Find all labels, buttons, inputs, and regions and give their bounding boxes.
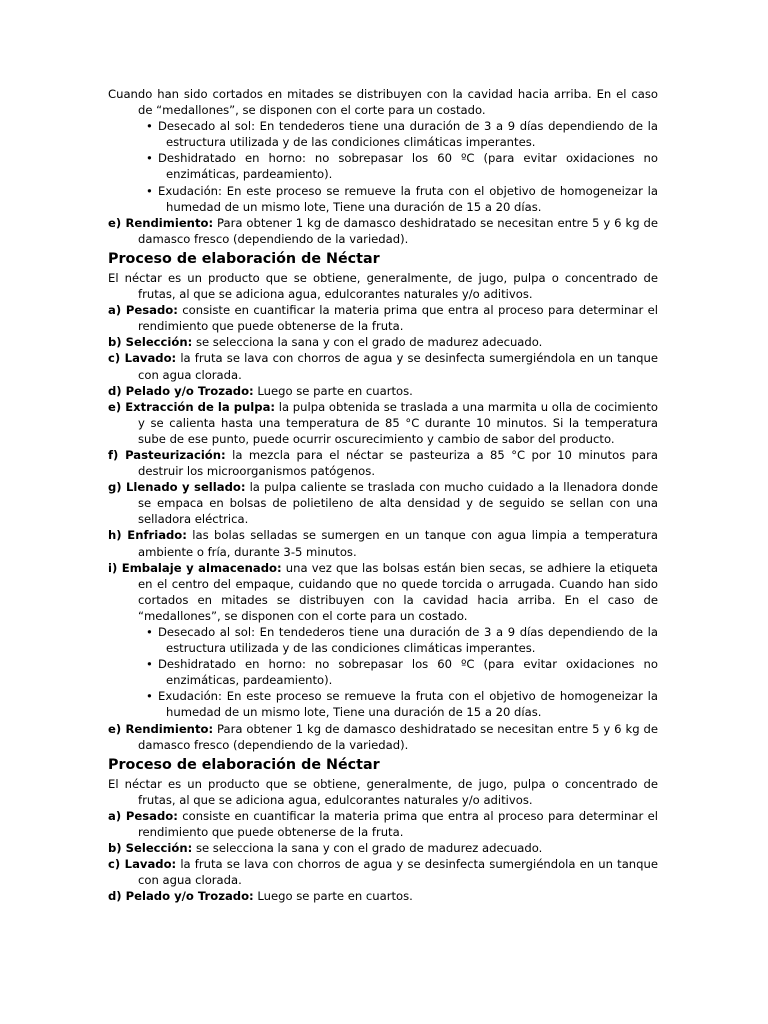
paragraph-lead: i) Embalaje y almacenado: — [108, 560, 282, 575]
paragraph-text: Cuando han sido cortados en mitades se distribuyen con la cavidad hacia arriba. En el caso de “medallones”, se disponen con el corte para un costado. — [108, 87, 658, 118]
paragraph — [108, 888, 658, 904]
paragraph-text: Luego se parte en cuartos. — [253, 889, 413, 904]
bullet-item — [108, 688, 658, 720]
paragraph-lead: b) Selección: — [108, 335, 193, 350]
paragraph-lead: h) Enfriado: — [108, 528, 187, 543]
bullet-icon: • — [146, 625, 153, 639]
paragraph-lead: c) Lavado: — [108, 857, 177, 872]
paragraph-lead: a) Pesado: — [108, 303, 178, 318]
bullet-icon: • — [146, 119, 153, 134]
paragraph-text: consiste en cuantificar la materia prima que entra al proceso para determinar el rendimiento que puede obtenerse de la fruta. — [138, 808, 658, 840]
paragraph-lead: f) Pasteurización: — [108, 447, 226, 462]
paragraph-text: la fruta se lava con chorros de agua y se desinfecta sumergiéndola en un tanque con agua clorada. — [138, 857, 658, 888]
bullet-text: Exudación: En este proceso se remueve la fruta con el objetivo de homogeneizar la humedad de un mismo lote, Tiene una duración de 15 a 20 días. — [158, 689, 658, 720]
bullet-icon: • — [146, 689, 153, 704]
paragraph-text: Para obtener 1 kg de damasco deshidratado se necesitan entre 5 y 6 kg de damasco fresco (dependiendo de la variedad). — [138, 721, 658, 752]
paragraph-text: se selecciona la sana y con el grado de madurez adecuado. — [192, 335, 543, 350]
section-heading: Proceso de elaboración de Néctar — [108, 756, 380, 773]
paragraph-text: la pulpa obtenida se traslada a una marmita u olla de cocimiento y se calienta hasta una temperatura de 85 °C durante 10 minutos. Si la temperatura sube de ese punto, puede ocurrir oscurecimiento y cambio de sabor del producto. — [138, 399, 658, 446]
paragraph-lead: a) Pesado: — [108, 808, 178, 823]
paragraph-lead: e) Rendimiento: — [108, 721, 214, 736]
paragraph — [108, 215, 658, 247]
paragraph — [108, 447, 658, 479]
bullet-text: Deshidratado en horno: no sobrepasar los 60 ºC (para evitar oxidaciones no enzimáticas, pardeamiento). — [158, 151, 658, 182]
paragraph — [108, 776, 658, 808]
paragraph-lead: b) Selección: — [108, 841, 193, 856]
bullet-icon: • — [146, 183, 153, 198]
paragraph — [108, 527, 658, 559]
document-body — [108, 86, 658, 905]
paragraph-text: El néctar es un producto que se obtiene, generalmente, de jugo, pulpa o concentrado de frutas, al que se adiciona agua, edulcorantes naturales y/o aditivos. — [108, 776, 658, 807]
bullet-text: Desecado al sol: En tendederos tiene una duración de 3 a 9 días dependiendo de la estructura utilizada y de las condiciones climáticas imperantes. — [158, 119, 658, 150]
paragraph-lead: g) Llenado y sellado: — [108, 480, 246, 495]
bullet-item — [108, 624, 658, 656]
paragraph — [108, 270, 658, 302]
bullet-text: Desecado al sol: En tendederos tiene una duración de 3 a 9 días dependiendo de la estructura utilizada y de las condiciones climáticas imperantes. — [158, 625, 658, 656]
paragraph — [108, 479, 658, 527]
bullet-item — [108, 118, 658, 150]
paragraph — [108, 350, 658, 382]
bullet-text: Exudación: En este proceso se remueve la fruta con el objetivo de homogeneizar la humedad de un mismo lote, Tiene una duración de 15 a 20 días. — [158, 183, 658, 214]
paragraph-lead: e) Extracción de la pulpa: — [108, 399, 276, 414]
paragraph-lead: d) Pelado y/o Trozado: — [108, 383, 254, 398]
bullet-icon: • — [146, 657, 153, 672]
paragraph-text: la fruta se lava con chorros de agua y se desinfecta sumergiéndola en un tanque con agua clorada. — [138, 351, 658, 382]
paragraph — [108, 840, 658, 856]
paragraph — [108, 808, 658, 840]
paragraph-text: las bolas selladas se sumergen en un tanque con agua limpia a temperatura ambiente o fría, durante 3-5 minutos. — [138, 528, 658, 559]
section-heading: Proceso de elaboración de Néctar — [108, 250, 380, 267]
paragraph-text: una vez que las bolsas están bien secas, se adhiere la etiqueta en el centro del empaque, cuidando que no quede torcida o arrugada. Cuando han sido cortados en mitades se distribuyen con la cavidad hacia arriba. En el caso de “medallones”, se disponen con el corte para un costado. — [138, 560, 658, 623]
paragraph — [108, 560, 658, 624]
bullet-item — [108, 656, 658, 688]
paragraph — [108, 383, 658, 399]
paragraph — [108, 399, 658, 447]
paragraph-text: consiste en cuantificar la materia prima que entra al proceso para determinar el rendimiento que puede obtenerse de la fruta. — [138, 303, 658, 334]
bullet-icon: • — [146, 151, 153, 166]
paragraph-text: El néctar es un producto que se obtiene, generalmente, de jugo, pulpa o concentrado de frutas, al que se adiciona agua, edulcorantes naturales y/o aditivos. — [108, 270, 658, 302]
bullet-item — [108, 183, 658, 215]
bullet-text: Deshidratado en horno: no sobrepasar los 60 ºC (para evitar oxidaciones no enzimáticas, pardeamiento). — [158, 657, 658, 688]
paragraph-text: Luego se parte en cuartos. — [253, 383, 413, 398]
paragraph — [108, 856, 658, 888]
paragraph-text: Para obtener 1 kg de damasco deshidratado se necesitan entre 5 y 6 kg de damasco fresco (dependiendo de la variedad). — [138, 215, 658, 246]
paragraph-lead: e) Rendimiento: — [108, 215, 214, 230]
paragraph-text: se selecciona la sana y con el grado de madurez adecuado. — [192, 841, 543, 856]
paragraph-lead: c) Lavado: — [108, 351, 177, 366]
paragraph — [108, 721, 658, 753]
paragraph-lead: d) Pelado y/o Trozado: — [108, 889, 254, 904]
paragraph — [108, 334, 658, 350]
bullet-item — [108, 150, 658, 182]
paragraph-text: la mezcla para el néctar se pasteuriza a 85 °C por 10 minutos para destruir los microorganismos patógenos. — [138, 447, 659, 479]
paragraph — [108, 86, 658, 118]
paragraph — [108, 302, 658, 334]
paragraph-text: la pulpa caliente se traslada con mucho cuidado a la llenadora donde se empaca en bolsas de polietileno de alta densidad y de seguido se sellan con una selladora eléctrica. — [138, 480, 658, 527]
